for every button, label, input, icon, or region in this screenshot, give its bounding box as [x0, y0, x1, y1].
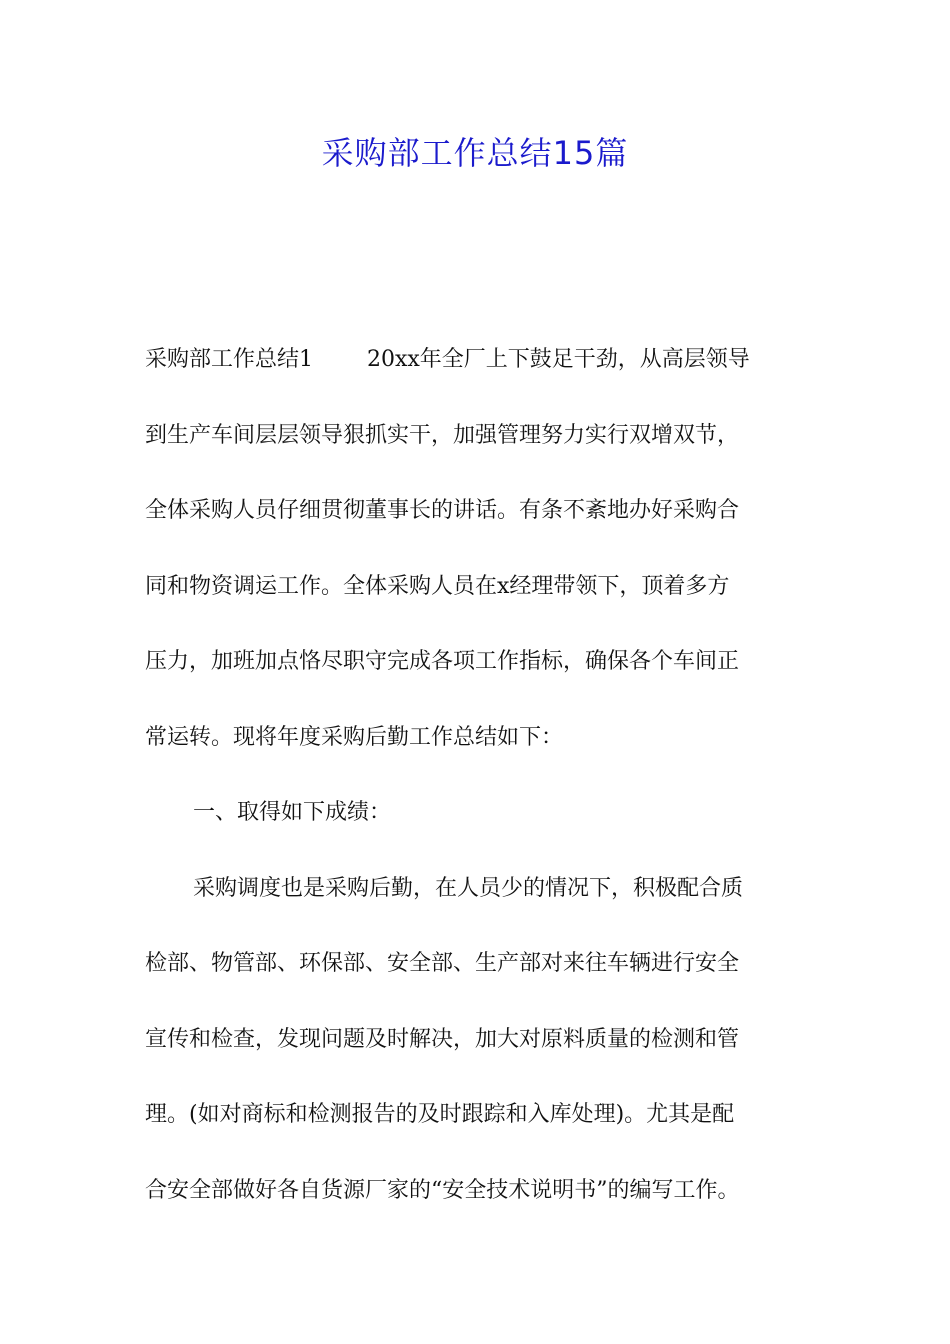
paragraph-line: 合安全部做好各自货源厂家的“安全技术说明书”的编写工作。 — [145, 1177, 740, 1203]
paragraph-line: 检部、物管部、环保部、安全部、生产部对来往车辆进行安全 — [145, 951, 740, 976]
paragraph-line: 同和物资调运工作。全体采购人员在x经理带领下，顶着多方 — [145, 573, 730, 599]
paragraph-line: 全体采购人员仔细贯彻董事长的讲话。有条不紊地办好采购合 — [145, 498, 740, 523]
paragraph-line: 宣传和检查，发现问题及时解决，加大对原料质量的检测和管 — [145, 1026, 740, 1052]
subheading-line: 一、取得如下成绩： — [193, 800, 392, 825]
paragraph-line: 常运转。现将年度采购后勤工作总结如下： — [145, 724, 564, 750]
paragraph-line: 到生产车间层层领导狠抓实干，加强管理努力实行双增双节， — [145, 422, 740, 448]
paragraph-line: 理。(如对商标和检测报告的及时跟踪和入库处理)。尤其是配 — [145, 1102, 735, 1127]
section-heading: 采购部工作总结1 — [145, 347, 313, 372]
paragraph-line: 压力，加班加点恪尽职守完成各项工作指标，确保各个车间正 — [145, 649, 740, 674]
paragraph-line — [145, 340, 810, 416]
document-body — [145, 340, 810, 1246]
paragraph-line: 采购调度也是采购后勤，在人员少的情况下，积极配合质 — [193, 875, 744, 901]
paragraph-text: 20xx年全厂上下鼓足干劲，从高层领导 — [367, 347, 750, 372]
document-title: 采购部工作总结15篇 — [321, 134, 629, 172]
